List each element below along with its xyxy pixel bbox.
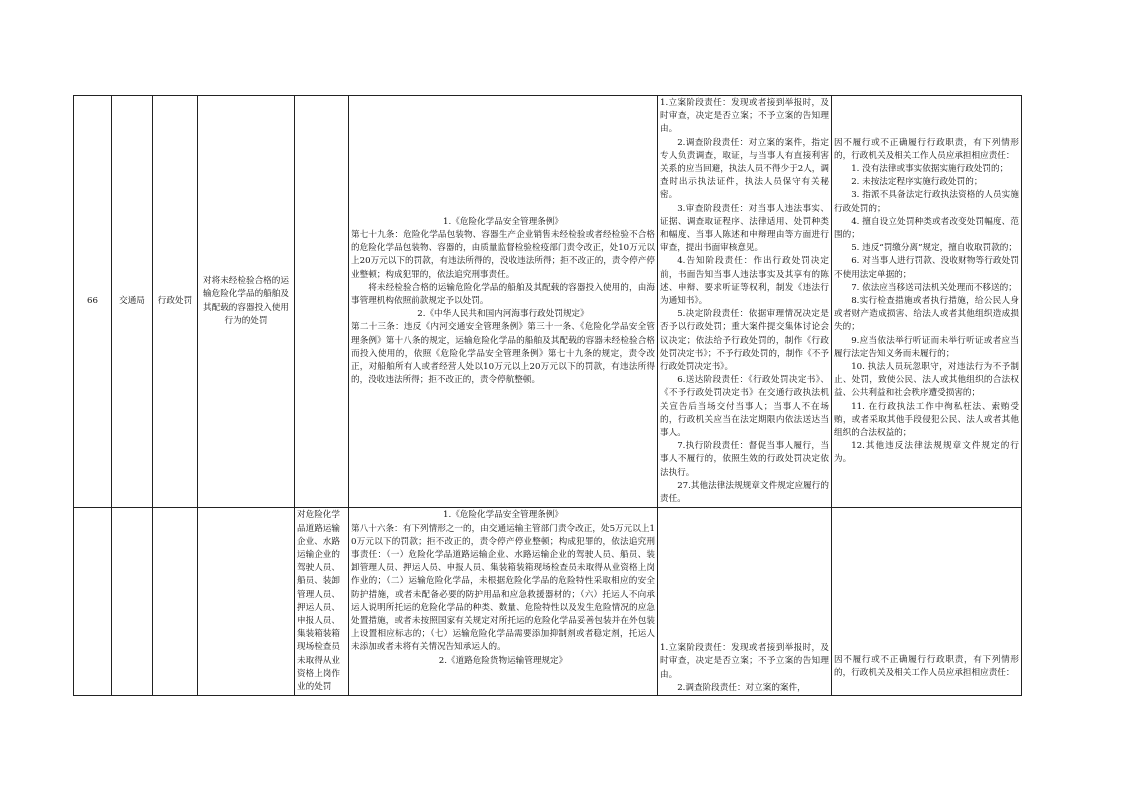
row-number-cell: 66	[74, 96, 112, 508]
responsibility-cell	[658, 508, 832, 696]
accountability-line: 2. 未按法定程序实施行政处罚的；	[851, 177, 983, 188]
responsibility-cell	[658, 96, 832, 508]
duty-line: 3.审查阶段责任：对当事人违法事实、证据、调查取证程序、法律适用、处罚种类和幅度、当事人陈述和申辩理由等方面进行审查，提出书面审核意见。	[660, 203, 829, 254]
item-name-cell: 对将未经检验合格的运输危险化学品的船舶及其配载的容器投入使用行为的处罚	[198, 96, 295, 508]
duty-line: 4.告知阶段责任：作出行政处罚决定前，书面告知当事人违法事实及其享有的陈述、申辩、要求听证等权利，制发《违法行为通知书》。	[660, 256, 829, 307]
accountability-line: 1. 没有法律或事实依据实施行政处罚的；	[851, 164, 1009, 175]
basis-line: 将未经检验合格的运输危险化学品的船舶及其配载的容器投入使用的，由海事管理机构依照前款规定予以处罚。	[351, 282, 655, 307]
basis-line: 第二十三条：违反《内河交通安全管理条例》第三十一条、《危险化学品安全管理条例》第十八条的规定，运输危险化学品的船舶及其配载的容器未经检验合格而投入使用的，依照《危险化学品安全管理条例》第七十九条的规定，责令改正，对船舶所有人或者经营人处以10万元以上20万元以下的罚款，有违法所得的，没收违法所得；拒不改正的，责令停航整顿。	[351, 322, 655, 386]
basis-line: 2.《中华人民共和国内河海事行政处罚规定》	[417, 309, 589, 320]
accountability-cell	[832, 508, 1022, 696]
row-number-cell	[74, 508, 112, 696]
duty-line: 7.执行阶段责任：督促当事人履行，当事人不履行的，依照生效的行政处罚决定依法执行。	[660, 441, 829, 478]
basis-line: 第七十九条：危险化学品包装物、容器生产企业销售未经检验或者经检验不合格的危险化学品包装物、容器的，由质量监督检验检疫部门责令改正，处10万元以上20万元以下的罚款，有违法所得的，没收违法所得；拒不改正的，责令停产停业整顿；构成犯罪的，依法追究刑事责任。	[351, 230, 655, 280]
table-row	[74, 96, 1022, 508]
basis-line: 1.《危险化学品安全管理条例》	[443, 510, 563, 521]
category-cell: 行政处罚	[153, 96, 198, 508]
accountability-line: 6. 对当事人进行罚款、没收财物等行政处罚不使用法定单据的；	[834, 256, 1019, 280]
basis-line: 第八十六条：有下列情形之一的，由交通运输主管部门责令改正，处5万元以上10万元以下的罚款；拒不改正的，责令停产停业整顿；构成犯罪的，依法追究刑事责任：（一）危险化学品道路运输企业、水路运输企业的驾驶人员、船员、装卸管理人员、押运人员、申报人员、集装箱装箱现场检查员未取得从业资格上岗作业的；（二）运输危险化学品，未根据危险化学品的危险特性采取相应的安全防护措施，或者未配备必要的防护用品和应急救援器材的；（六）托运人不向承运人说明所托运的危险化学品的种类、数量、危险特性以及发生危险情况的应急处置措施，或者未按照国家有关规定对所托运的危险化学品妥善包装并在外包装上设置相应标志的；（七）运输危险化学品需要添加抑制剂或者稳定剂，托运人未添加或者未将有关情况告知承运人的。	[351, 523, 655, 653]
duty-line: 5.决定阶段责任：依据审理情况决定是否予以行政处罚；重大案件提交集体讨论会议决定；依法给予行政处罚的，制作《行政处罚决定书》；不予行政处罚的，制作《不予行政处罚决定书》。	[660, 309, 829, 373]
table-row	[74, 508, 1022, 696]
duty-line: 1.立案阶段责任：发现或者接到举报时，及时审查，决定是否立案；不予立案的告知理由。	[660, 98, 829, 135]
basis-line: 1.《危险化学品安全管理条例》	[443, 216, 563, 227]
permission-table-sheet	[73, 95, 1021, 693]
accountability-cell	[832, 96, 1022, 508]
accountability-line: 11. 在行政执法工作中徇私枉法、索贿受贿，或者采取其他手段侵犯公民、法人或者其他组织的合法权益的；	[834, 401, 1019, 439]
accountability-line: 3. 指派不具备法定行政执法资格的人员实施行政处罚的；	[834, 190, 1019, 214]
department-cell: 交通局	[112, 96, 153, 508]
item-name-cell	[198, 508, 295, 696]
category-cell	[153, 508, 198, 696]
power-list-table	[73, 95, 1022, 696]
duty-line: 6.送达阶段责任：《行政处罚决定书》、《不予行政处罚决定书》在交通行政执法机关宣告后当场交付当事人；当事人不在场的，行政机关应当在法定期限内依法送达当事人。	[660, 375, 829, 439]
accountability-line: 4. 擅自设立处罚种类或者改变处罚幅度、范围的；	[834, 216, 1019, 241]
department-cell	[112, 508, 153, 696]
duty-line: 2.调查阶段责任：对立案的案件，指定专人负责调查，取证，与当事人有直接利害关系的应当回避，执法人员不得少于2人，调查时出示执法证件，执法人员保守有关秘密。	[660, 137, 829, 201]
accountability-line: 8.实行检查措施或者执行措施，给公民人身或者财产造成损害、给法人或者其他组织造成损失的；	[834, 296, 1019, 333]
duty-line: 2.调查阶段责任：对立案的案件，	[677, 682, 806, 693]
duty-line: 1.立案阶段责任：发现或者接到举报时，及时审查，决定是否立案；不予立案的告知理由。	[660, 643, 829, 680]
accountability-line: 10. 执法人员玩忽职守，对违法行为不予制止、处罚，致使公民、法人或其他组织的合法权益、公共利益和社会秩序遭受损害的；	[834, 362, 1019, 399]
sub-item-cell: 对危险化学品道路运输企业、水路运输企业的驾驶人员、船员、装卸管理人员、押运人员、申报人员、集装箱装箱现场检查员未取得从业资格上岗作业的处罚	[295, 508, 349, 696]
duty-line: 27.其他法律法规规章文件规定应履行的责任。	[660, 480, 829, 505]
accountability-line: 因不履行或不正确履行行政职责，有下列情形的，行政机关及相关工作人员应承担相应责任：	[834, 655, 1019, 679]
accountability-line: 因不履行或不正确履行行政职责，有下列情形的，行政机关及相关工作人员应承担相应责任：	[834, 137, 1019, 161]
basis-line: 2.《道路危险货物运输管理规定》	[438, 655, 568, 666]
accountability-line: 9.应当依法举行听证而未举行听证或者应当履行法定告知义务而未履行的；	[834, 335, 1019, 359]
accountability-line: 5. 违反“罚缴分离”规定，擅自收取罚款的；	[851, 243, 1017, 254]
accountability-line: 12.其他违反法律法规规章文件规定的行为。	[834, 441, 1019, 465]
legal-basis-cell	[349, 96, 658, 508]
legal-basis-cell	[349, 508, 658, 696]
sub-item-cell	[295, 96, 349, 508]
accountability-line: 7. 依法应当移送司法机关处理而不移送的；	[851, 282, 1017, 293]
